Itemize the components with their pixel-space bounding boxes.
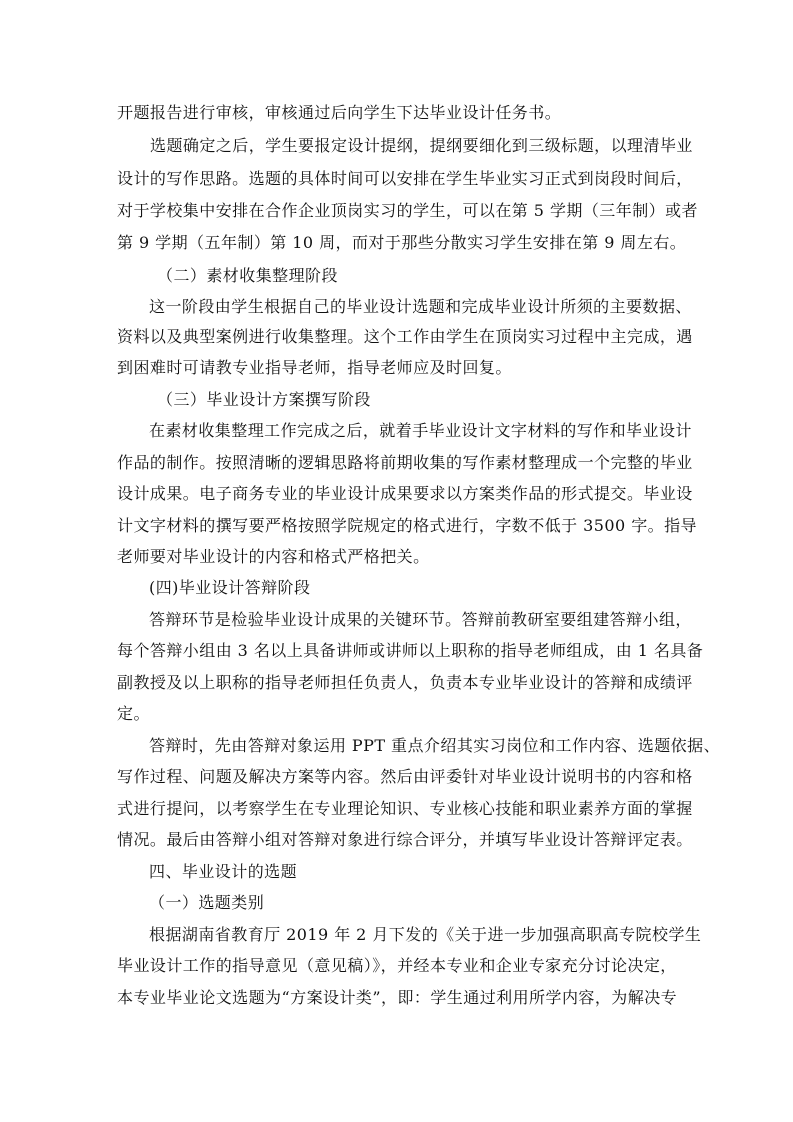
section-heading: 四、毕业设计的选题 [149,862,298,881]
text-line: 在素材收集整理工作完成之后，就着手毕业设计文字材料的写作和毕业设计 [149,421,692,440]
text-line: 写作过程、问题及解决方案等内容。然后由评委针对毕业设计说明书的内容和格 [117,767,693,786]
text-line: 这一阶段由学生根据自己的毕业设计选题和完成毕业设计所须的主要数据、 [149,297,692,316]
text-line: 定。 [117,704,150,723]
text-line: 到困难时可请教专业指导老师，指导老师应及时回复。 [117,358,512,377]
text-line: 设计的写作思路。选题的具体时间可以安排在学生毕业实习正式到岗段时间后， [117,169,693,188]
text-line: 每个答辩小组由 3 名以上具备讲师或讲师以上职称的指导老师组成，由 1 名具备 [117,641,704,660]
text-line: 开题报告进行审核，审核通过后向学生下达毕业设计任务书。 [117,103,562,122]
text-line: 资料以及典型案例进行收集整理。这个工作由学生在顶岗实习过程中主完成，遇 [117,327,693,346]
text-line: 答辩环节是检验毕业设计成果的关键环节。答辩前教研室要组建答辩小组， [149,610,692,629]
text-line: 第 9 学期（五年制）第 10 周，而对于那些分散实习学生安排在第 9 周左右。 [117,233,687,252]
text-line: 式进行提问，以考察学生在专业理论知识、专业核心技能和职业素养方面的掌握 [117,799,693,818]
text-line: 毕业设计工作的指导意见（意见稿）》，并经本专业和企业专家充分讨论决定， [117,956,677,975]
section-heading: （二）素材收集整理阶段 [157,266,338,285]
text-line: 对于学校集中安排在合作企业顶岗实习的学生，可以在第 5 学期（三年制）或者 [117,201,699,220]
text-line: 本专业毕业论文选题为“方案设计类”，即：学生通过利用所学内容，为解决专 [117,988,678,1007]
text-line: 选题确定之后，学生要报定设计提纲，提纲要细化到三级标题，以理清毕业 [150,136,693,155]
text-line: 计文字材料的撰写要严格按照学院规定的格式进行，字数不低于 3500 字。指导 [117,516,697,535]
text-line: 副教授及以上职称的指导老师担任负责人，负责本专业毕业设计的答辩和成绩评 [117,673,693,692]
section-heading: (四)毕业设计答辩阶段 [149,578,311,597]
text-line: 答辩时，先由答辩对象运用 PPT 重点介绍其实习岗位和工作内容、选题依据、 [149,736,721,755]
text-line: 作品的制作。按照清晰的逻辑思路将前期收集的写作素材整理成一个完整的毕业 [117,453,693,472]
text-line: 老师要对毕业设计的内容和格式严格把关。 [117,547,430,566]
text-line: 情况。最后由答辩小组对答辩对象进行综合评分，并填写毕业设计答辩评定表。 [117,830,693,849]
text-line: 设计成果。电子商务专业的毕业设计成果要求以方案类作品的形式提交。毕业设 [117,484,693,503]
text-line: 根据湖南省教育厅 2019 年 2 月下发的《关于进一步加强高职高专院校学生 [149,925,702,944]
section-heading: （一）选题类别 [149,893,265,912]
section-heading: （三）毕业设计方案撰写阶段 [157,390,371,409]
